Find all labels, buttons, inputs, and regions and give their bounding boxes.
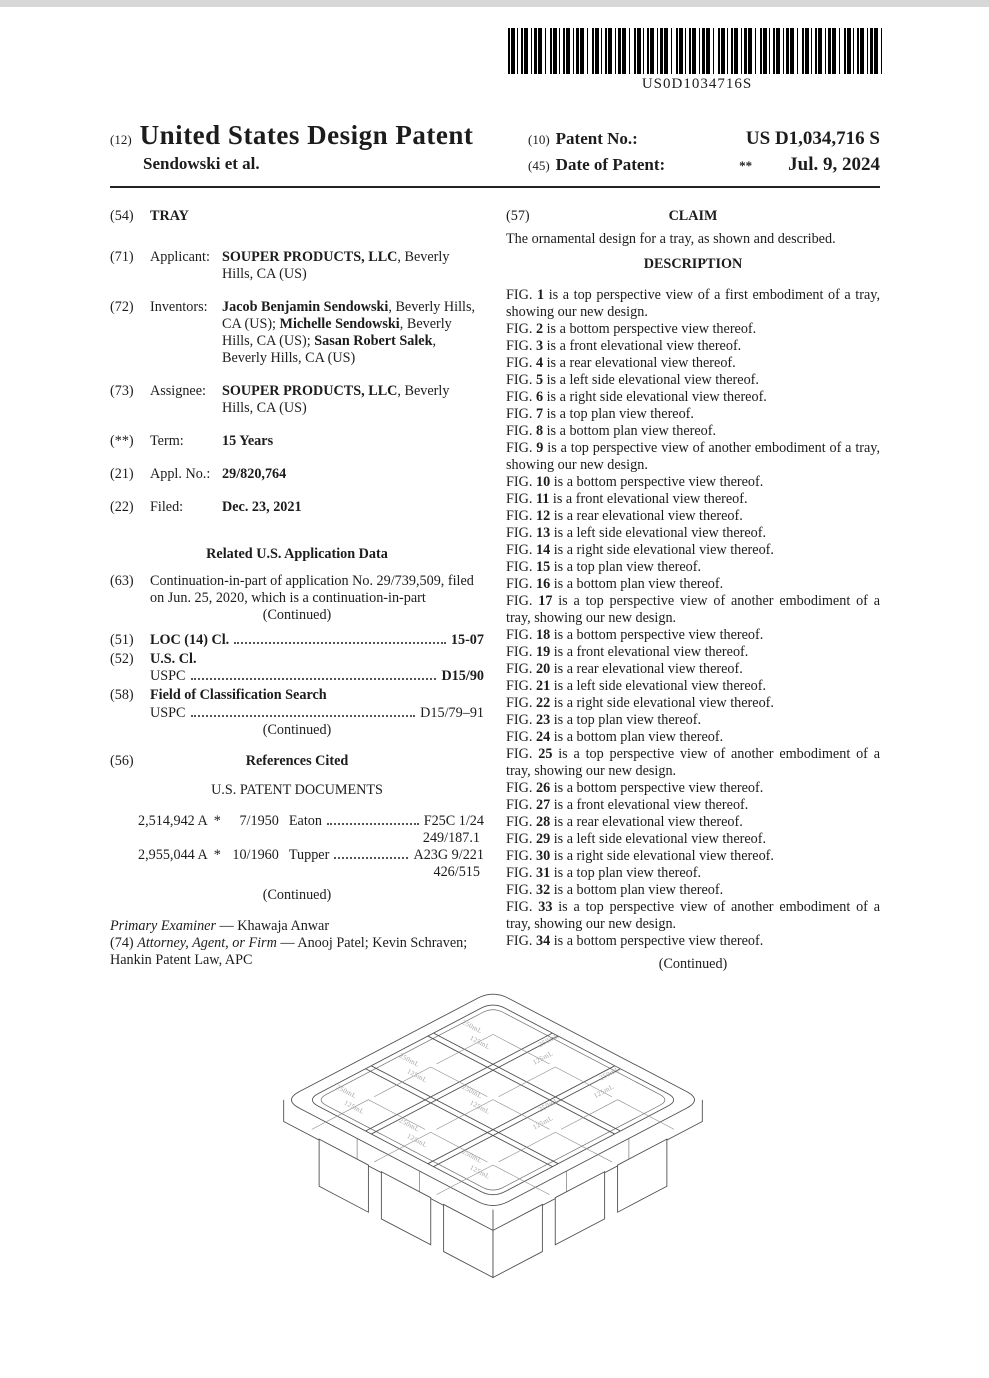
tray-figure-svg — [277, 978, 709, 1285]
primary-examiner-line: Primary Examiner — Khawaja Anwar — [110, 918, 330, 935]
first-named-inventor: Sendowski et al. — [143, 154, 260, 173]
date-field-number: (45) — [528, 158, 550, 173]
svg-text:250mL: 250mL — [334, 1083, 358, 1101]
claim-heading: CLAIM — [668, 208, 718, 224]
description-line: FIG. 2 is a bottom perspective view thereof. — [506, 321, 757, 337]
related-data-heading: Related U.S. Application Data — [206, 546, 388, 562]
dot-leader — [234, 632, 446, 644]
applicant-field: (71) Applicant: SOUPER PRODUCTS, LLC, Beverly Hills, CA (US) — [110, 249, 450, 282]
description-line: FIG. 13 is a left side elevational view thereof. — [506, 525, 767, 541]
references-heading-row: (56) References Cited — [110, 753, 484, 770]
loc-class-field: (51) LOC (14) Cl. 15-07 — [110, 632, 484, 649]
header-left — [110, 120, 530, 174]
description-line: FIG. 33 is a top perspective view of another embodiment of a tray, showing our new design. — [506, 899, 880, 932]
svg-text:250mL: 250mL — [460, 1083, 484, 1101]
measure-125-label: 125mL — [468, 1034, 492, 1052]
description-line: FIG. 6 is a right side elevational view thereof. — [506, 389, 767, 405]
appl-no-field: (21) Appl. No.: 29/820,764 — [110, 466, 287, 482]
description-line: FIG. 4 is a rear elevational view thereof. — [506, 355, 736, 371]
description-line: FIG. 25 is a top perspective view of another embodiment of a tray, showing our new design. — [506, 746, 880, 779]
patent-no-field-number: (10) — [528, 132, 550, 147]
description-line: FIG. 16 is a bottom plan view thereof. — [506, 576, 724, 592]
title-field: (54) TRAY — [110, 208, 189, 224]
svg-text:250mL: 250mL — [397, 1117, 421, 1134]
term-note-asterisks: ** — [739, 158, 753, 173]
description-line: FIG. 18 is a bottom perspective view thereof. — [506, 627, 764, 643]
description-line: FIG. 19 is a front elevational view thereof. — [506, 644, 749, 660]
svg-text:125mL: 125mL — [468, 1099, 492, 1116]
date-label: Date of Patent: — [555, 155, 666, 174]
field-of-search: (58) Field of Classification Search USPC D15/79–91 — [110, 687, 484, 721]
svg-text:125mL: 125mL — [342, 1099, 366, 1116]
description-line: FIG. 7 is a top plan view thereof. — [506, 406, 694, 422]
svg-text:125mL: 125mL — [531, 1114, 555, 1132]
description-line: FIG. 28 is a rear elevational view thereof. — [506, 814, 743, 830]
description-line: FIG. 5 is a left side elevational view thereof. — [506, 372, 759, 388]
us-class-field: (52) U.S. Cl. USPC D15/90 — [110, 651, 484, 685]
description-line: FIG. 26 is a bottom perspective view thereof. — [506, 780, 764, 796]
related-continued: (Continued) — [262, 607, 332, 623]
svg-text:250mL: 250mL — [537, 1032, 561, 1049]
date-value: Jul. 9, 2024 — [788, 154, 880, 175]
figure-drawing — [277, 978, 709, 1285]
references-continued: (Continued) — [262, 887, 332, 904]
reference-list — [110, 813, 484, 881]
description-line: FIG. 12 is a rear elevational view thereof. — [506, 508, 743, 524]
left-column — [110, 208, 484, 969]
description-line: FIG. 29 is a left side elevational view thereof. — [506, 831, 767, 847]
svg-text:125mL: 125mL — [531, 1050, 555, 1067]
dot-leader — [191, 668, 437, 680]
patent-no-label: Patent No.: — [555, 129, 638, 148]
description-line: FIG. 21 is a left side elevational view thereof. — [506, 678, 767, 694]
related-data-field: (63) Continuation-in-part of application No. 29/739,509, filed on Jun. 25, 2020, which is a continuation-in-part — [110, 573, 474, 606]
description-line: FIG. 1 is a top perspective view of a first embodiment of a tray, showing our new design. — [506, 287, 880, 320]
dot-leader — [191, 704, 416, 716]
description-line: FIG. 11 is a front elevational view thereof. — [506, 491, 748, 507]
description-line: FIG. 17 is a top perspective view of another embodiment of a tray, showing our new design. — [506, 593, 880, 626]
reference-row-class2: 249/187.1 — [422, 829, 480, 846]
description-line: FIG. 30 is a right side elevational view thereof. — [506, 848, 774, 864]
svg-text:125mL: 125mL — [405, 1132, 429, 1150]
description-continued: (Continued) — [658, 956, 728, 972]
description-line: FIG. 9 is a top perspective view of another embodiment of a tray, showing our new design. — [506, 440, 881, 473]
header-right — [528, 128, 880, 180]
term-field: (**) Term: 15 Years — [110, 433, 274, 449]
svg-text:250mL: 250mL — [598, 1065, 622, 1083]
claim-text: The ornamental design for a tray, as shown and described. — [506, 231, 836, 247]
description-line: FIG. 27 is a front elevational view thereof. — [506, 797, 749, 813]
dot-leader — [327, 813, 419, 825]
description-line: FIG. 20 is a rear elevational view thereof. — [506, 661, 743, 677]
svg-text:250mL: 250mL — [460, 1148, 484, 1165]
svg-text:125mL: 125mL — [405, 1068, 429, 1085]
description-heading: DESCRIPTION — [643, 256, 743, 272]
references-heading: References Cited — [245, 752, 349, 769]
description-line: FIG. 22 is a right side elevational view thereof. — [506, 695, 774, 711]
description-line: FIG. 10 is a bottom perspective view thereof. — [506, 474, 764, 490]
description-line: FIG. 31 is a top plan view thereof. — [506, 865, 702, 881]
claim-heading-row: (57) CLAIM — [506, 208, 880, 225]
reference-row-class2: 426/515 — [433, 864, 480, 881]
svg-text:250mL: 250mL — [397, 1052, 421, 1069]
us-patent-documents-heading: U.S. PATENT DOCUMENTS — [211, 781, 383, 798]
reference-row: 2,955,044 A * 10/1960 Tupper A23G 9/221 — [138, 847, 484, 864]
attorney-line: (74) Attorney, Agent, or Firm — Anooj Patel; Kevin Schraven; Hankin Patent Law, APC — [110, 935, 468, 969]
svg-text:250mL: 250mL — [537, 1097, 561, 1114]
scan-edge-strip — [0, 0, 989, 7]
patent-no-value: US D1,034,716 S — [745, 128, 880, 149]
description-line: FIG. 32 is a bottom plan view thereof. — [506, 882, 724, 898]
reference-row: 2,514,942 A * 7/1950 Eaton F25C 1/24 — [138, 812, 484, 829]
svg-text:125mL: 125mL — [592, 1083, 616, 1100]
description-line: FIG. 23 is a top plan view thereof. — [506, 712, 702, 728]
invention-title: TRAY — [150, 208, 189, 224]
description-line: FIG. 14 is a right side elevational view thereof. — [506, 542, 774, 558]
header-divider — [110, 186, 880, 188]
document-title: United States Design Patent — [139, 120, 474, 150]
description-line: FIG. 8 is a bottom plan view thereof. — [506, 423, 717, 439]
inventors-field: (72) Inventors: Jacob Benjamin Sendowski, Beverly Hills, CA (US); Michelle Sendowski, Beverly Hills, CA (US); Sasan Robert Salek, Beverly Hills, CA (US) — [110, 299, 476, 366]
assignee-field: (73) Assignee: SOUPER PRODUCTS, LLC, Beverly Hills, CA (US) — [110, 383, 450, 416]
search-continued: (Continued) — [262, 721, 332, 738]
svg-text:125mL: 125mL — [468, 1164, 492, 1181]
right-column — [506, 208, 880, 973]
description-line: FIG. 3 is a front elevational view thereof. — [506, 338, 742, 354]
description-line: FIG. 15 is a top plan view thereof. — [506, 559, 702, 575]
description-list — [506, 287, 880, 950]
kind-code-number: (12) — [110, 132, 132, 147]
barcode — [508, 28, 886, 74]
measure-250-label: 250mL — [460, 1019, 484, 1036]
description-line: FIG. 34 is a bottom perspective view thereof. — [506, 933, 764, 949]
description-line: FIG. 24 is a bottom plan view thereof. — [506, 729, 724, 745]
dot-leader — [334, 847, 408, 859]
filed-field: (22) Filed: Dec. 23, 2021 — [110, 499, 302, 515]
barcode-text: US0D1034716S — [641, 76, 753, 92]
